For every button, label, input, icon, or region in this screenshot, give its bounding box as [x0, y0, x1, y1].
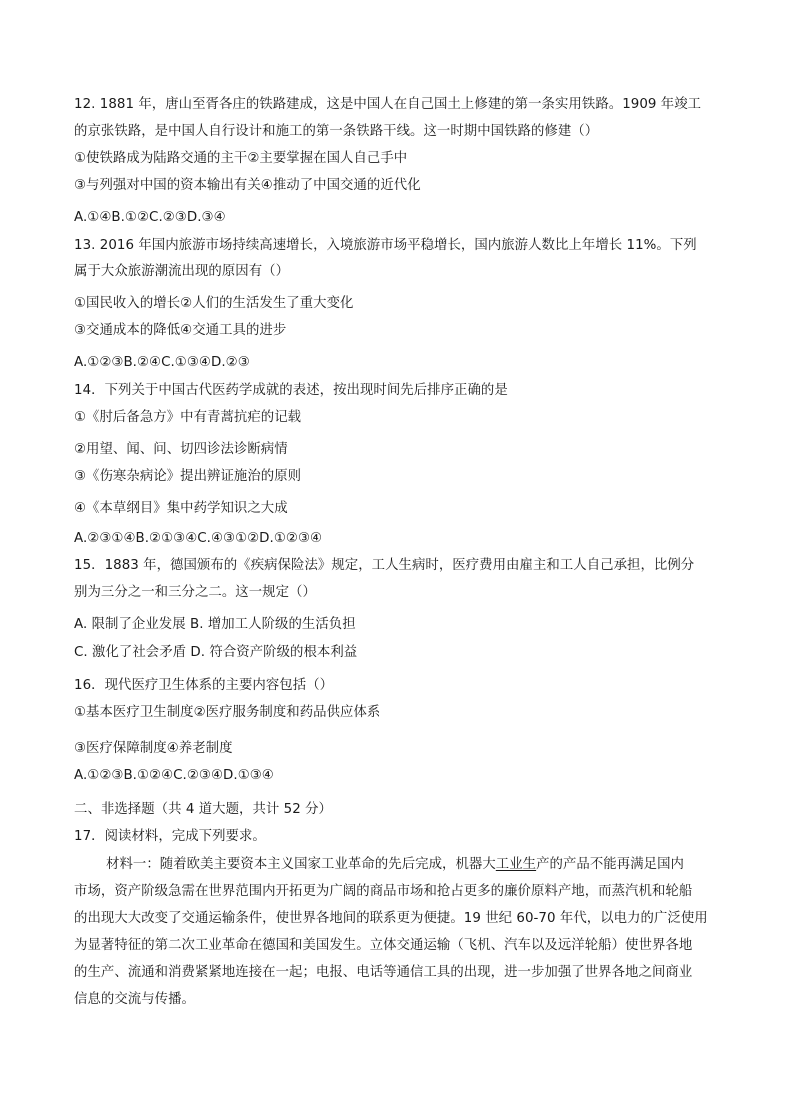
- material1-line3: 的出现大大改变了交通运输条件，使世界各地间的联系更为便捷。19 世纪 60-70 年代，以电力的广泛使用: [74, 911, 708, 926]
- q15-options-line1: A. 限制了企业发展 B. 增加工人阶级的生活负担: [74, 617, 356, 632]
- section2-heading: 二、非选择题（共 4 道大题，共计 52 分）: [74, 802, 332, 817]
- q14-item-line3: ③《伤寒杂病论》提出辨证施治的原则: [74, 469, 302, 484]
- q13-item-line1: ①国民收入的增长②人们的生活发生了重大变化: [74, 296, 354, 311]
- q14-item-line1: ①《肘后备急方》中有青蒿抗疟的记载: [74, 410, 302, 425]
- material1-underlined: 工业生: [495, 857, 537, 872]
- q12-stem-line1: 12. 1881 年，唐山至胥各庄的铁路建成，这是中国人在自己国土上修建的第一条实用铁路。1909 年竣工: [74, 97, 702, 112]
- material1-line4: 为显著特征的第二次工业革命在德国和美国发生。立体交通运输（飞机、汽车以及远洋轮船）使世界各地: [74, 938, 693, 953]
- q14-item-line4: ④《本草纲目》集中药学知识之大成: [74, 501, 288, 516]
- q12-options: A.①④B.①②C.②③D.③④: [74, 210, 226, 225]
- q12-stem-line2: 的京张铁路，是中国人自行设计和施工的第一条铁路干线。这一时期中国铁路的修建（）: [74, 124, 599, 139]
- material1-line2: 市场，资产阶级急需在世界范围内开拓更为广阔的商品市场和抢占更多的廉价原料产地，而蒸汽机和轮船: [74, 884, 693, 899]
- material1-line1: [106, 855, 684, 875]
- q17-title: 17．阅读材料，完成下列要求。: [74, 829, 266, 844]
- q15-stem-line2: 别为三分之一和三分之二。这一规定（）: [74, 585, 316, 600]
- material1-line5: 的生产、流通和消费紧紧地连接在一起；电报、电话等通信工具的出现，进一步加强了世界各地之间商业: [74, 965, 693, 980]
- q14-item-line2: ②用望、闻、问、切四诊法诊断病情: [74, 442, 288, 457]
- q12-item-line1: ①使铁路成为陆路交通的主干②主要掌握在国人自己手中: [74, 151, 408, 166]
- q14-stem-line1: 14．下列关于中国古代医药学成就的表述，按出现时间先后排序正确的是: [74, 383, 508, 398]
- q16-item-line1: ①基本医疗卫生制度②医疗服务制度和药品供应体系: [74, 705, 381, 720]
- q16-item-line2: ③医疗保障制度④养老制度: [74, 741, 233, 756]
- q16-options: A.①②③B.①②④C.②③④D.①③④: [74, 768, 274, 783]
- q16-stem-line1: 16．现代医疗卫生体系的主要内容包括（）: [74, 678, 334, 693]
- q15-options-line2: C. 激化了社会矛盾 D. 符合资产阶级的根本利益: [74, 645, 358, 660]
- q13-item-line2: ③交通成本的降低④交通工具的进步: [74, 323, 287, 338]
- material1-line6: 信息的交流与传播。: [74, 992, 195, 1007]
- q13-options: A.①②③B.②④C.①③④D.②③: [74, 355, 250, 370]
- material1-line1-b: 产的产品不能再满足国内: [536, 857, 684, 872]
- q13-stem-line2: 属于大众旅游潮流出现的原因有（）: [74, 264, 290, 279]
- q14-options: A.②③①④B.②①③④C.④③①②D.①②③④: [74, 531, 323, 546]
- q12-item-line2: ③与列强对中国的资本输出有关④推动了中国交通的近代化: [74, 178, 421, 193]
- material1-line1-a: 材料一：随着欧美主要资本主义国家工业革命的先后完成，机器大: [106, 857, 496, 872]
- q15-stem-line1: 15．1883 年，德国颁布的《疾病保险法》规定，工人生病时，医疗费用由雇主和工人自己承担，比例分: [74, 558, 695, 573]
- q13-stem-line1: 13. 2016 年国内旅游市场持续高速增长，入境旅游市场平稳增长，国内旅游人数比上年增长 11%。下列: [74, 238, 697, 253]
